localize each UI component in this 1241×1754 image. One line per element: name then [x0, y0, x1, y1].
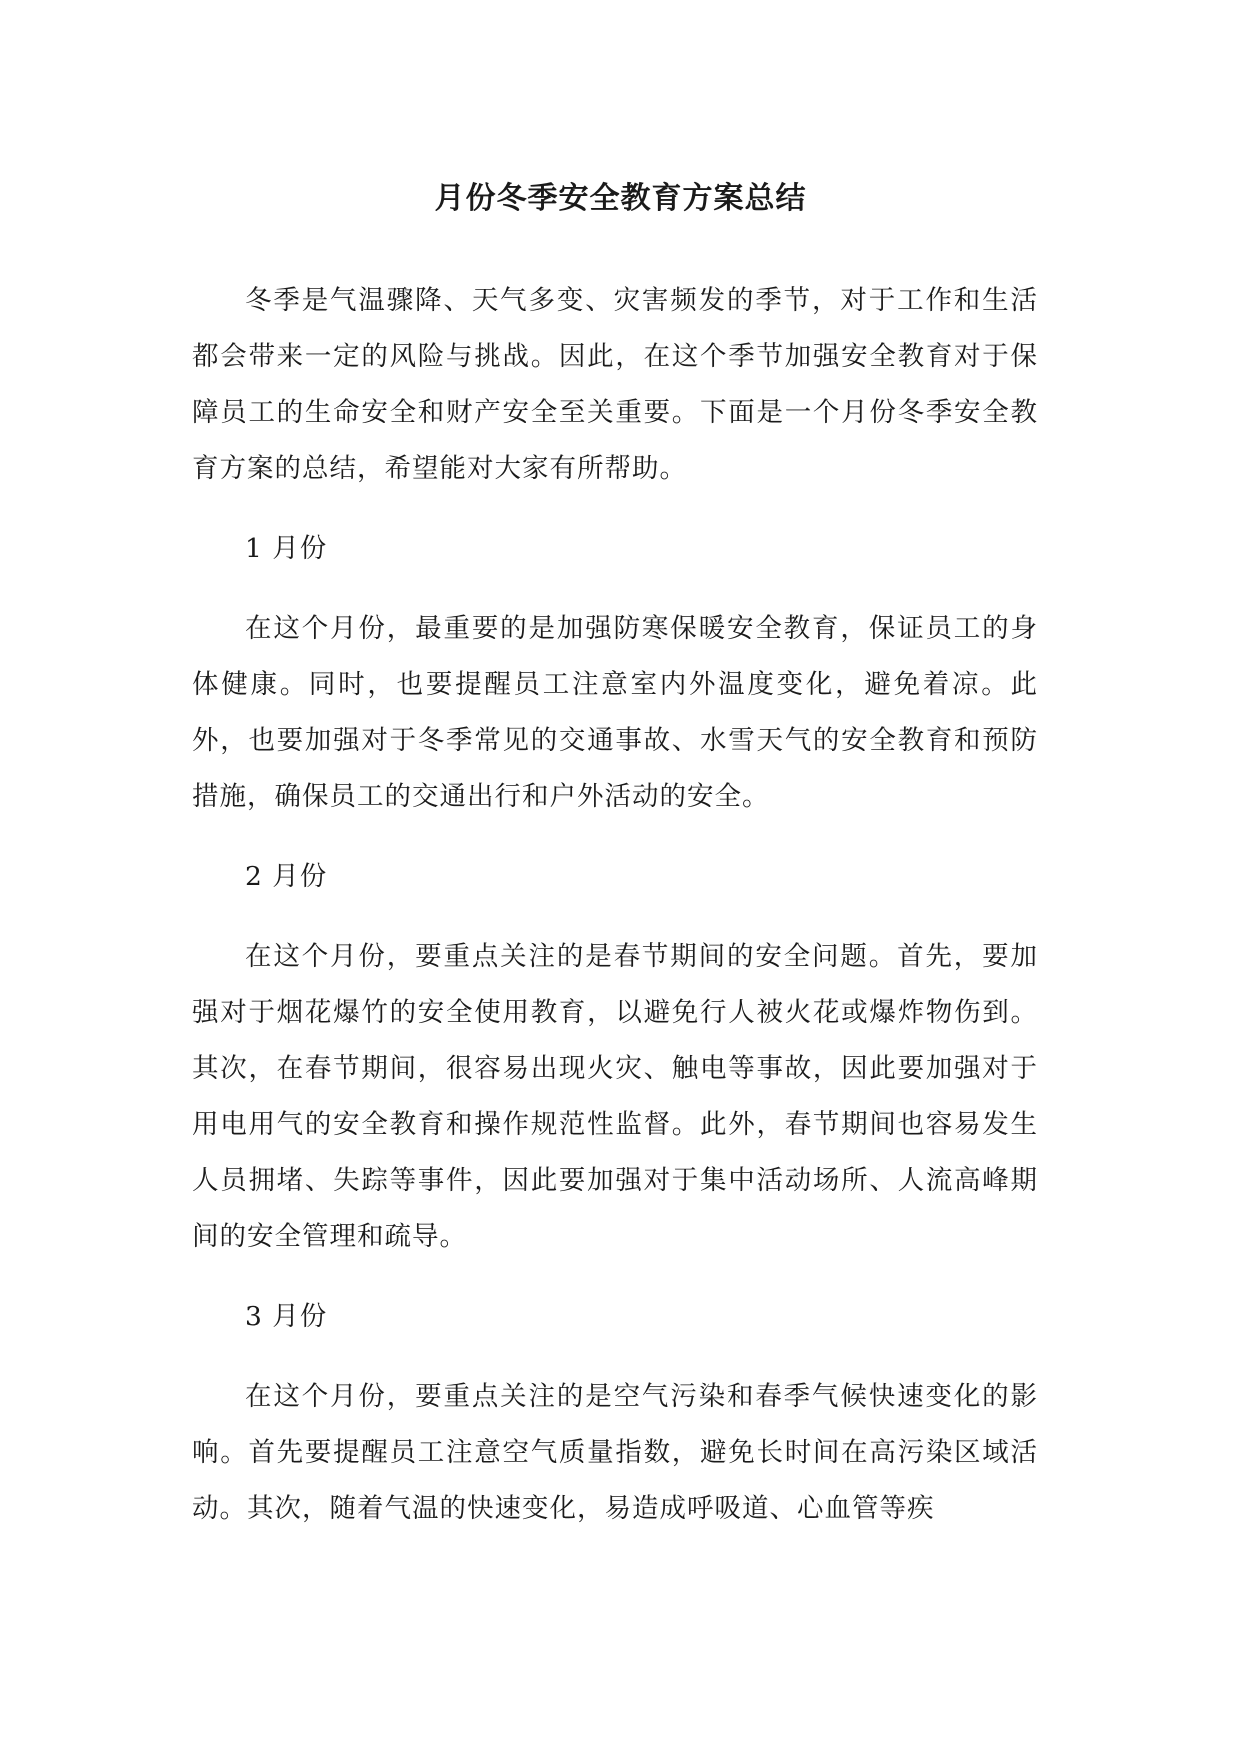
section-heading-january: 1 月份 — [245, 533, 328, 564]
section-heading-march: 3 月份 — [245, 1301, 328, 1332]
document-title: 月份冬季安全教育方案总结 — [434, 181, 807, 216]
section-paragraph-march: 在这个月份，要重点关注的是空气污染和春季气候快速变化的影响。首先要提醒员工注意空气质量指数，避免长时间在高污染区域活动。其次，随着气温的快速变化，易造成呼吸道、心血管等疾 — [192, 1381, 1038, 1524]
document-body — [192, 273, 1038, 1561]
section-heading-february: 2 月份 — [245, 861, 328, 892]
section-paragraph-february: 在这个月份，要重点关注的是春节期间的安全问题。首先，要加强对于烟花爆竹的安全使用教育，以避免行人被火花或爆炸物伤到。其次，在春节期间，很容易出现火灾、触电等事故，因此要加强对于用电用气的安全教育和操作规范性监督。此外，春节期间也容易发生人员拥堵、失踪等事件，因此要加强对于集中活动场所、人流高峰期间的安全管理和疏导。 — [192, 941, 1038, 1252]
intro-paragraph: 冬季是气温骤降、天气多变、灾害频发的季节，对于工作和生活都会带来一定的风险与挑战。因此，在这个季节加强安全教育对于保障员工的生命安全和财产安全至关重要。下面是一个月份冬季安全教育方案的总结，希望能对大家有所帮助。 — [192, 285, 1038, 484]
section-paragraph-january: 在这个月份，最重要的是加强防寒保暖安全教育，保证员工的身体健康。同时，也要提醒员工注意室内外温度变化，避免着凉。此外，也要加强对于冬季常见的交通事故、水雪天气的安全教育和预防措施，确保员工的交通出行和户外活动的安全。 — [192, 613, 1038, 812]
